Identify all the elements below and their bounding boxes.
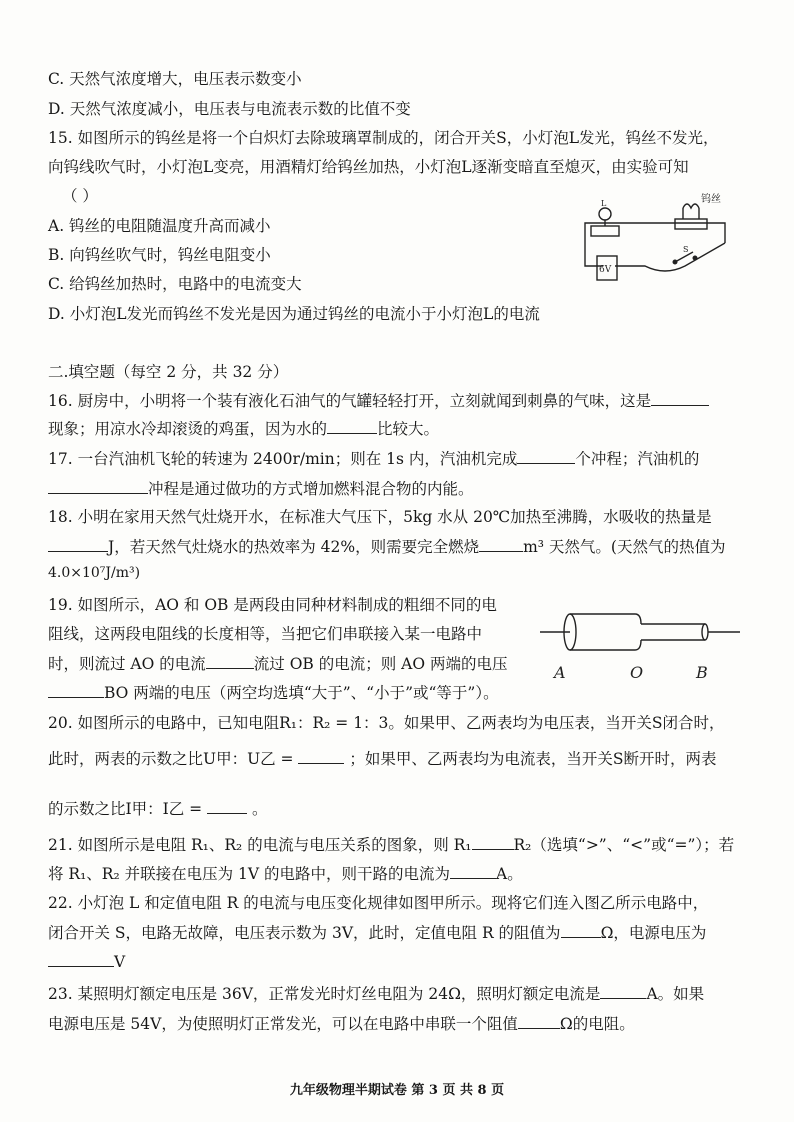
q20-line2-text-b: ；如果甲、乙两表均为电流表，当开关S断开时，两表 [349,750,717,768]
q19-blank-1[interactable] [206,653,254,669]
q23-line2-text-a: 电源电压是 54V，为使照明灯正常发光，可以在电路中串联一个阻值 [48,1015,518,1033]
q21-line2-text-b: A。 [496,865,523,883]
q16-blank-1[interactable] [651,390,709,406]
q23-line1 [48,983,704,1004]
q18-line2-text-a: J，若天然气灶烧水的热效率为 42%，则需要完全燃烧 [108,538,480,556]
q18-line1: 18. 小明在家用天然气灶烧开水，在标准大气压下，5kg 水从 20℃加热至沸腾，水吸收的热量是 [48,508,712,526]
q21-blank-2[interactable] [450,863,496,879]
q16-line2-text-a: 现象；用凉水冷却滚烫的鸡蛋，因为水的 [48,420,328,438]
q22-line1: 22. 小灯泡 L 和定值电阻 R 的电流与电压变化规律如图甲所示。现将它们连入图乙所示电路中， [48,894,709,912]
q21-line2 [48,863,523,884]
q22-blank-2[interactable] [48,951,114,967]
q22-line2-text-b: Ω，电源电压为 [600,924,707,942]
q22-line2 [48,922,706,943]
q23-line2 [48,1013,635,1034]
q19-blank-2[interactable] [48,682,104,698]
q18-line2-text-b: m³ 天然气。(天然气的热值为 [523,538,726,556]
q14-option-d: D. 天然气浓度减小，电压表与电流表示数的比值不变 [48,100,411,118]
q22-blank-1[interactable] [561,922,601,938]
q15-option-c: C. 给钨丝加热时，电路中的电流变大 [48,275,302,293]
q20-blank-1[interactable] [298,748,344,764]
q21-line2-text-a: 将 R₁、R₂ 并联接在电压为 1V 的电路中，则干路的电流为 [48,865,451,883]
page-footer: 九年级物理半期试卷 第 3 页 共 8 页 [289,1083,505,1098]
q16-line2 [48,418,439,439]
q23-line2-text-b: Ω的电阻。 [559,1015,635,1033]
q21-line1 [48,834,734,855]
q21-blank-1[interactable] [472,834,514,850]
q15-stem-line2: 向钨线吹气时，小灯泡L变亮，用酒精灯给钨丝加热，小灯泡L逐渐变暗直至熄灭，由实验可知 [48,158,689,176]
q20-blank-2[interactable] [207,798,247,814]
q17-blank-2[interactable] [48,478,148,494]
svg-text:L: L [601,199,607,208]
q23-line1-text-a: 23. 某照明灯额定电压是 36V，正常发光时灯丝电阻为 24Ω，照明灯额定电流是 [48,985,601,1003]
q19-line1: 19. 如图所示，AO 和 OB 是两段由同种材料制成的粗细不同的电 [48,596,497,614]
q15-figure-source-label: 6V [599,265,612,275]
q23-blank-2[interactable] [518,1013,560,1029]
q15-answer-paren: （ ） [62,187,98,205]
q18-blank-2[interactable] [479,536,523,552]
q20-line3-text-a: 的示数之比I甲：I乙 = [48,800,203,818]
q22-line3-text: V [114,953,126,971]
q20-line2 [48,748,717,769]
q17-line1-text-b: 个冲程；汽油机的 [575,450,700,468]
q20-line3 [48,798,268,819]
q17-line1 [48,448,699,469]
q18-line3: 4.0×10⁷J/m³) [48,565,141,581]
q19-line4 [48,682,499,703]
q20-line2-text-a: 此时，两表的示数之比U甲：U乙 = [48,750,294,768]
section2-title: 二.填空题（每空 2 分，共 32 分） [48,363,289,381]
q15-option-b: B. 向钨丝吹气时，钨丝电阻变小 [48,246,271,264]
q15-figure-tungsten-label: 钨丝 [701,194,721,205]
q15-option-a: A. 钨丝的电阻随温度升高而减小 [48,217,271,235]
q15-stem-line1: 15. 如图所示的钨丝是将一个白炽灯去除玻璃罩制成的，闭合开关S，小灯泡L发光，钨丝不发光， [48,129,719,147]
q17-blank-1[interactable] [517,448,575,464]
q21-line1-text-b: R₂（选填“>”、“<”或“=”）；若 [513,836,735,854]
q20-line1: 20. 如图所示的电路中，已知电阻R₁：R₂ = 1：3。如果甲、乙两表均为电压表，当开关S闭合时， [48,714,725,732]
q19-line4-text: BO 两端的电压（两空均选填“大于”、“小于”或“等于”）。 [104,684,499,702]
q20-line3-text-b: 。 [252,800,268,818]
q22-line3 [48,951,125,972]
q19-wire-figure [540,606,745,688]
q17-line1-text-a: 17. 一台汽油机飞轮的转速为 2400r/min；则在 1s 内，汽油机完成 [48,450,518,468]
q15-option-d: D. 小灯泡L发光而钨丝不发光是因为通过钨丝的电流小于小灯泡L的电流 [48,305,540,323]
q21-line1-text-a: 21. 如图所示是电阻 R₁、R₂ 的电流与电压关系的图象，则 R₁ [48,836,472,854]
q19-label-a: A [554,663,566,682]
q19-line3-text-a: 时，则流过 AO 的电流 [48,655,206,673]
q15-circuit-figure [575,188,740,290]
q17-line2-text: 冲程是通过做功的方式增加燃料混合物的内能。 [148,480,474,498]
q19-line3-text-b: 流过 OB 的电流；则 AO 两端的电压 [253,655,508,673]
svg-text:S: S [683,245,689,254]
q18-blank-1[interactable] [48,536,108,552]
q16-blank-2[interactable] [327,418,377,434]
q17-line2 [48,478,474,499]
q19-line3 [48,653,507,674]
q23-line1-text-b: A。如果 [646,985,705,1003]
q18-line2 [48,536,725,557]
q16-line1-text: 16. 厨房中，小明将一个装有液化石油气的气罐轻轻打开，立刻就闻到刺鼻的气味，这是 [48,392,652,410]
q16-line1 [48,390,709,411]
q22-line2-text-a: 闭合开关 S，电路无故障，电压表示数为 3V，此时，定值电阻 R 的阻值为 [48,924,561,942]
q19-label-o: O [630,663,644,682]
q14-option-c: C. 天然气浓度增大，电压表示数变小 [48,70,302,88]
q23-blank-1[interactable] [600,983,646,999]
q19-label-b: B [696,663,708,682]
q19-line2: 阻线，这两段电阻线的长度相等，当把它们串联接入某一电路中 [48,625,483,643]
q16-line2-text-b: 比较大。 [377,420,440,438]
